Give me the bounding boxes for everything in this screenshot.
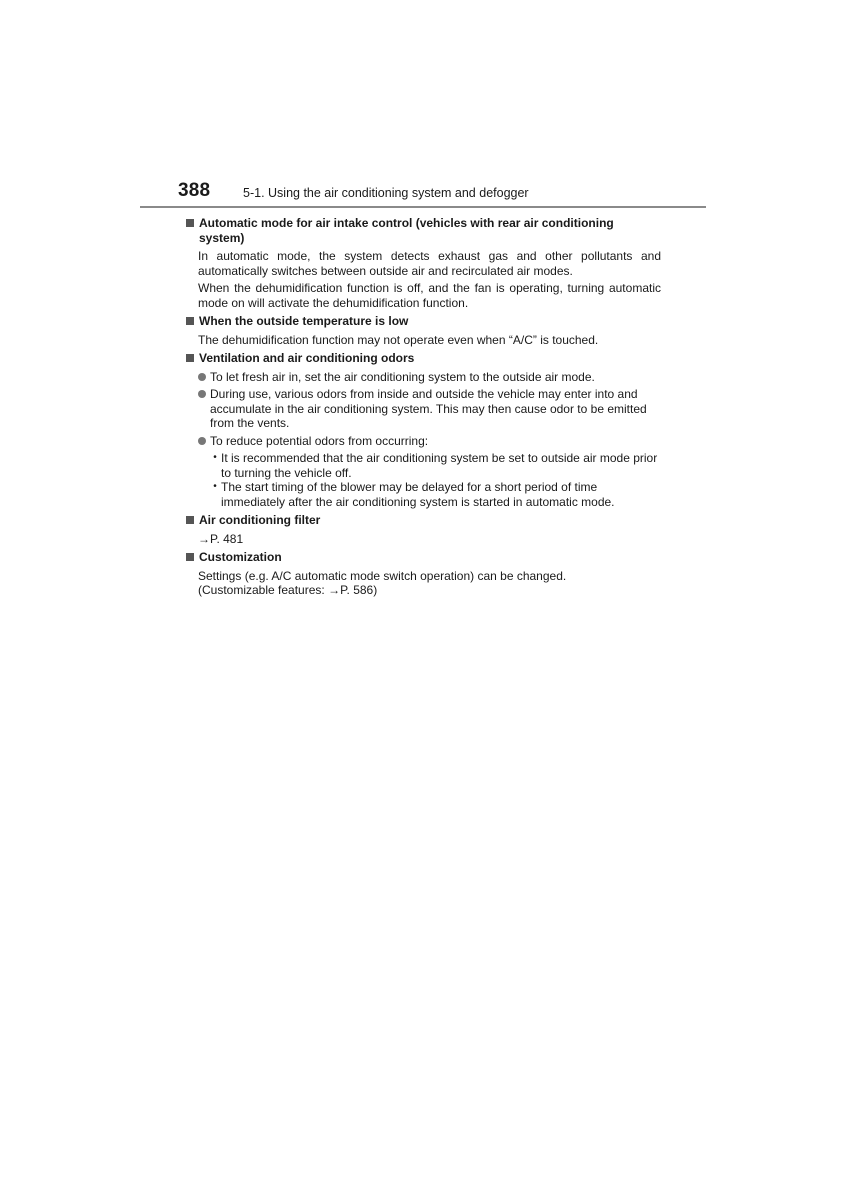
arrow-right-icon: → [198, 531, 210, 546]
list-item [198, 387, 661, 431]
page-reference-text: P. 481 [210, 531, 244, 546]
page-reference[interactable] [198, 532, 661, 547]
section-heading [185, 351, 661, 366]
section-low-temperature [185, 314, 661, 347]
small-dot-icon: • [213, 481, 217, 492]
section-title: Automatic mode for air intake control (vehicles with rear air conditioning system) [199, 216, 614, 245]
paragraph: When the dehumidification function is off, and the fan is operating, turning automatic mode on will activate the dehumidification function. [198, 281, 661, 310]
sub-list-item [209, 480, 661, 509]
section-title: Air conditioning filter [199, 513, 321, 527]
section-heading [185, 550, 661, 565]
chapter-title: 5-1. Using the air conditioning system and defogger [243, 186, 529, 200]
section-customization [185, 550, 661, 598]
section-title: Ventilation and air conditioning odors [199, 351, 415, 365]
page-reference-prefix: (Customizable features: [198, 583, 329, 597]
list-item-text: To reduce potential odors from occurring: [210, 433, 429, 448]
section-heading [185, 513, 661, 528]
arrow-right-icon: → [328, 583, 341, 597]
section-title: When the outside temperature is low [199, 314, 409, 328]
section-air-filter [185, 513, 661, 546]
list-item [198, 434, 661, 449]
section-ventilation-odors [185, 351, 661, 509]
round-bullet-icon [198, 373, 206, 381]
square-bullet-icon [186, 553, 194, 561]
page-reference[interactable] [198, 583, 661, 598]
square-bullet-icon [186, 354, 194, 362]
section-heading [185, 314, 661, 329]
square-bullet-icon [186, 317, 194, 325]
small-dot-icon: • [213, 452, 217, 463]
section-heading [185, 216, 661, 245]
header-divider [140, 206, 706, 208]
page-number: 388 [178, 180, 211, 201]
round-bullet-icon [198, 437, 206, 445]
list-item-text: During use, various odors from inside and outside the vehicle may enter into and accumulate in the air conditioning system. This may then cause odor to be emitted from the vents. [210, 387, 647, 430]
paragraph: In automatic mode, the system detects exhaust gas and other pollutants and automatically switches between outside air and recirculated air modes. [198, 249, 661, 278]
square-bullet-icon [186, 516, 194, 524]
page-reference-text: P. 586) [340, 583, 378, 597]
paragraph: The dehumidification function may not operate even when “A/C” is touched. [198, 332, 599, 347]
paragraph: Settings (e.g. A/C automatic mode switch operation) can be changed. [198, 568, 567, 583]
page-content [185, 216, 661, 602]
sub-list-item-text: The start timing of the blower may be delayed for a short period of time immediately after the air conditioning system is started in automatic mode. [221, 480, 615, 509]
section-title: Customization [199, 550, 282, 564]
list-item-text: To let fresh air in, set the air conditioning system to the outside air mode. [210, 369, 595, 384]
square-bullet-icon [186, 219, 194, 227]
list-item [198, 370, 661, 385]
sub-list-item [209, 451, 661, 480]
sub-list-item-text: It is recommended that the air conditioning system be set to outside air mode prior to turning the vehicle off. [221, 451, 658, 480]
section-automatic-mode [185, 216, 661, 310]
round-bullet-icon [198, 390, 206, 398]
